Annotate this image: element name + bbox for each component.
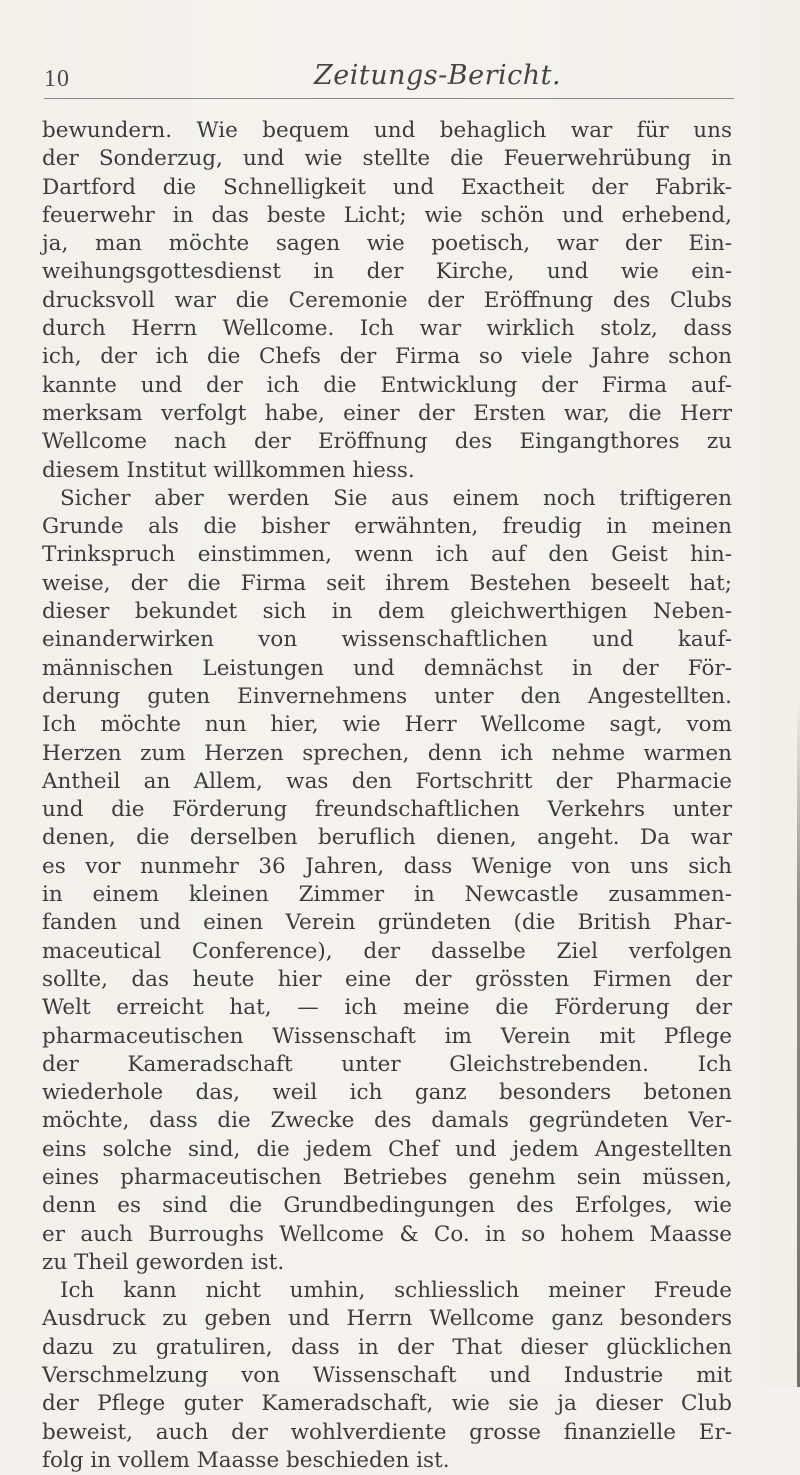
text-line: eins solche sind, die jedem Chef und jedem Angestellten <box>42 1136 732 1162</box>
text-line: weise, der die Firma seit ihrem Bestehen beseelt hat; <box>42 570 732 596</box>
text-line: Grunde als die bisher erwähnten, freudig in meinen <box>42 514 732 540</box>
text-line: Antheil an Allem, was den Fortschritt der Pharmacie <box>42 768 732 794</box>
text-line: beweist, auch der wohlverdiente grosse finanzielle Er- <box>42 1419 732 1445</box>
text-line: ich, der ich die Chefs der Firma so viele Jahre schon <box>42 344 732 370</box>
text-line: dieser bekundet sich in dem gleichwerthigen Neben- <box>42 599 732 625</box>
text-line: durch Herrn Wellcome. Ich war wirklich stolz, dass <box>42 316 732 342</box>
text-line: Trinkspruch einstimmen, wenn ich auf den Geist hin- <box>42 542 732 568</box>
text-line: er auch Burroughs Wellcome & Co. in so hohem Maasse <box>42 1221 732 1247</box>
page-number: 10 <box>44 66 70 92</box>
text-line: der Pflege guter Kameradschaft, wie sie ja dieser Club <box>42 1391 732 1417</box>
text-line: der Sonderzug, und wie stellte die Feuerwehrübung in <box>42 146 732 172</box>
text-line: kannte und der ich die Entwicklung der Firma auf- <box>42 372 732 398</box>
running-title: Zeitungs-Bericht. <box>314 60 562 91</box>
text-line: Welt erreicht hat, — ich meine die Förderung der <box>42 995 732 1021</box>
text-line: es vor nunmehr 36 Jahren, dass Wenige von uns sich <box>42 853 732 879</box>
text-line: Wellcome nach der Eröffnung des Eingangthores zu <box>42 429 732 455</box>
body-text <box>42 117 732 1475</box>
text-line: denn es sind die Grundbedingungen des Erfolges, wie <box>42 1193 732 1219</box>
text-line: fanden und einen Verein gründeten (die British Phar- <box>42 910 732 936</box>
text-line: merksam verfolgt habe, einer der Ersten war, die Herr <box>42 400 732 426</box>
header-rule <box>44 98 734 99</box>
text-line: folg in vollem Maasse beschieden ist. <box>42 1447 450 1473</box>
text-line: einanderwirken von wissenschaftlichen und kauf- <box>42 627 732 653</box>
text-line: Sicher aber werden Sie aus einem noch triftigeren <box>60 485 732 511</box>
text-line: und die Förderung freundschaftlichen Verkehrs unter <box>42 797 732 823</box>
text-line: weihungsgottesdienst in der Kirche, und wie ein- <box>42 259 732 285</box>
text-line: denen, die derselben beruflich dienen, angeht. Da war <box>42 825 732 851</box>
text-line: Dartford die Schnelligkeit und Exactheit der Fabrik- <box>42 174 732 200</box>
text-line: dazu zu gratuliren, dass in der That dieser glücklichen <box>42 1334 732 1360</box>
text-line: zu Theil geworden ist. <box>42 1249 285 1275</box>
text-line: derung guten Einvernehmens unter den Angestellten. <box>42 683 732 709</box>
text-line: maceutical Conference), der dasselbe Ziel verfolgen <box>42 938 732 964</box>
text-line: diesem Institut willkommen hiess. <box>42 457 415 483</box>
text-line: pharmaceutischen Wissenschaft im Verein mit Pflege <box>42 1023 732 1049</box>
text-line: möchte, dass die Zwecke des damals gegründeten Ver- <box>42 1108 732 1134</box>
text-line: Herzen zum Herzen sprechen, denn ich nehme warmen <box>42 740 732 766</box>
text-line: männischen Leistungen und demnächst in der För- <box>42 655 732 681</box>
text-line: feuerwehr in das beste Licht; wie schön und erhebend, <box>42 202 732 228</box>
text-line: der Kameradschaft unter Gleichstrebenden. Ich <box>42 1051 732 1077</box>
text-line: drucksvoll war die Ceremonie der Eröffnung des Clubs <box>42 287 732 313</box>
text-line: eines pharmaceutischen Betriebes genehm sein müssen, <box>42 1164 732 1190</box>
text-line: bewundern. Wie bequem und behaglich war für uns <box>42 118 732 143</box>
text-line: ja, man möchte sagen wie poetisch, war der Ein- <box>42 231 732 257</box>
text-line: Ich möchte nun hier, wie Herr Wellcome sagt, vom <box>42 712 732 738</box>
text-line: Ich kann nicht umhin, schliesslich meiner Freude <box>60 1278 732 1304</box>
page-header <box>44 58 734 98</box>
text-line: Ausdruck zu geben und Herrn Wellcome ganz besonders <box>42 1306 732 1332</box>
text-line: Verschmelzung von Wissenschaft und Industrie mit <box>42 1363 732 1389</box>
text-line: in einem kleinen Zimmer in Newcastle zusammen- <box>42 882 732 908</box>
text-line: sollte, das heute hier eine der grössten Firmen der <box>42 966 732 992</box>
text-line: wiederhole das, weil ich ganz besonders betonen <box>42 1080 732 1106</box>
